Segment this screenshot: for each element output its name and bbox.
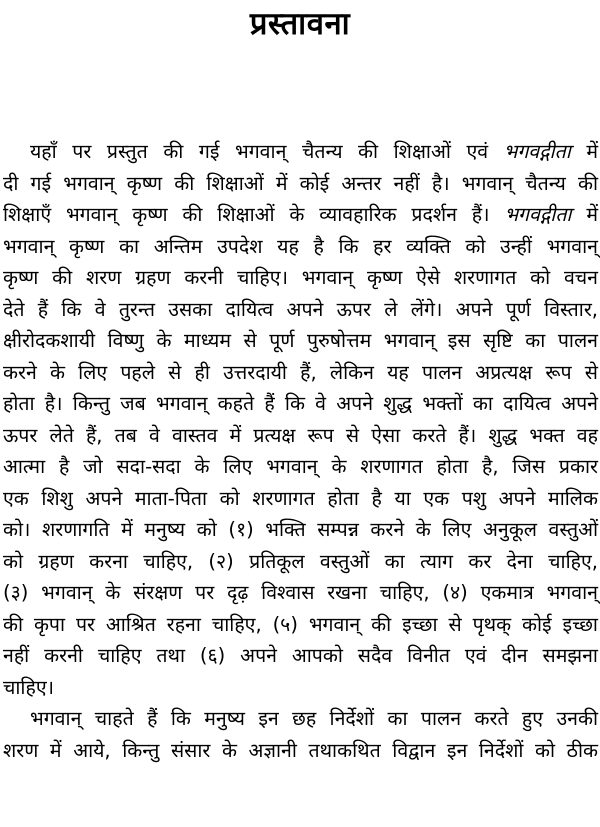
paragraph-1-line-3 [0,199,600,231]
paragraph-1-line-4: भगवान् कृष्ण का अन्तिम उपदेश यह है कि हर व्यक्ति को उन्हीं भगवान् [3,234,598,258]
paragraph-2-line-2: शरण में आये, किन्तु संसार के अज्ञानी तथाकथित विद्वान इन निर्देशों को ठीक [3,738,598,762]
paragraph-1-line-16: की कृपा पर आश्रित रहना चाहिए, (५) भगवान् की इच्छा से पृथक् कोई इच्छा [3,612,598,636]
paragraph-2-line-1: भगवान् चाहते हैं कि मनुष्य इन छह निर्देशों का पालन करते हुए उनकी [30,707,598,730]
page-title: प्रस्तावना [249,6,351,42]
paragraph-1-line-5: कृष्ण की शरण ग्रहण करनी चाहिए। भगवान् कृष्ण ऐसे शरणागत को वचन [3,266,598,289]
paragraph-1-line-1 [0,136,600,168]
paragraph-1-line-11: आत्मा है जो सदा-सदा के लिए भगवान् के शरणागत होता है, जिस प्रकार [3,455,598,478]
paragraph-1-line-7: क्षीरोदकशायी विष्णु के माध्यम से पूर्ण पुरुषोत्तम भगवान् इस सृष्टि का पालन [3,329,598,352]
text-segment: यहाँ पर प्रस्तुत की गई भगवान् चैतन्य की शिक्षाओं एवं [30,140,504,163]
text-segment: में [571,203,598,226]
paragraph-1-line-2: दी गई भगवान् कृष्ण की शिक्षाओं में कोई अन्तर नहीं है। भगवान् चैतन्य की [3,171,598,195]
italic-book-title: भगवद्गीता [504,203,572,226]
paragraph-1-line-13: को। शरणागति में मनुष्य को (१) भक्ति सम्पन्न करने के लिए अनुकूल वस्तुओं [3,518,598,541]
italic-book-title: भगवद्गीता [503,140,571,163]
text-segment: शिक्षाएँ भगवान् कृष्ण की शिक्षाओं के व्यावहारिक प्रदर्शन हैं। [3,203,505,226]
paragraph-1-line-8: करने के लिए पहले से ही उत्तरदायी हैं, लेकिन यह पालन अप्रत्यक्ष रूप से [3,360,598,384]
paragraph-1-line-9: होता है। किन्तु जब भगवान् कहते हैं कि वे अपने शुद्ध भक्तों का दायित्व अपने [3,392,598,415]
paragraph-1-line-10: ऊपर लेते हैं, तब वे वास्तव में प्रत्यक्ष रूप से ऐसा करते हैं। शुद्ध भक्त वह [3,423,598,447]
paragraph-1-line-17: नहीं करनी चाहिए तथा (६) अपने आपको सदैव विनीत एवं दीन समझना [3,644,598,667]
paragraph-1-line-6: देते हैं कि वे तुरन्त उसका दायित्व अपने ऊपर ले लेंगे। अपने पूर्ण विस्तार, [3,297,598,321]
text-segment: में [570,140,598,163]
body-text [0,136,600,766]
paragraph-1-line-18: चाहिए। [3,675,55,699]
paragraph-1-line-12: एक शिशु अपने माता-पिता को शरणागत होता है या एक पशु अपने मालिक [3,486,598,510]
paragraph-1-line-14: को ग्रहण करना चाहिए, (२) प्रतिकूल वस्तुओं का त्याग कर देना चाहिए, [3,549,598,573]
paragraph-1-line-15: (३) भगवान् के संरक्षण पर दृढ़ विश्वास रखना चाहिए, (४) एकमात्र भगवान् [3,581,598,604]
